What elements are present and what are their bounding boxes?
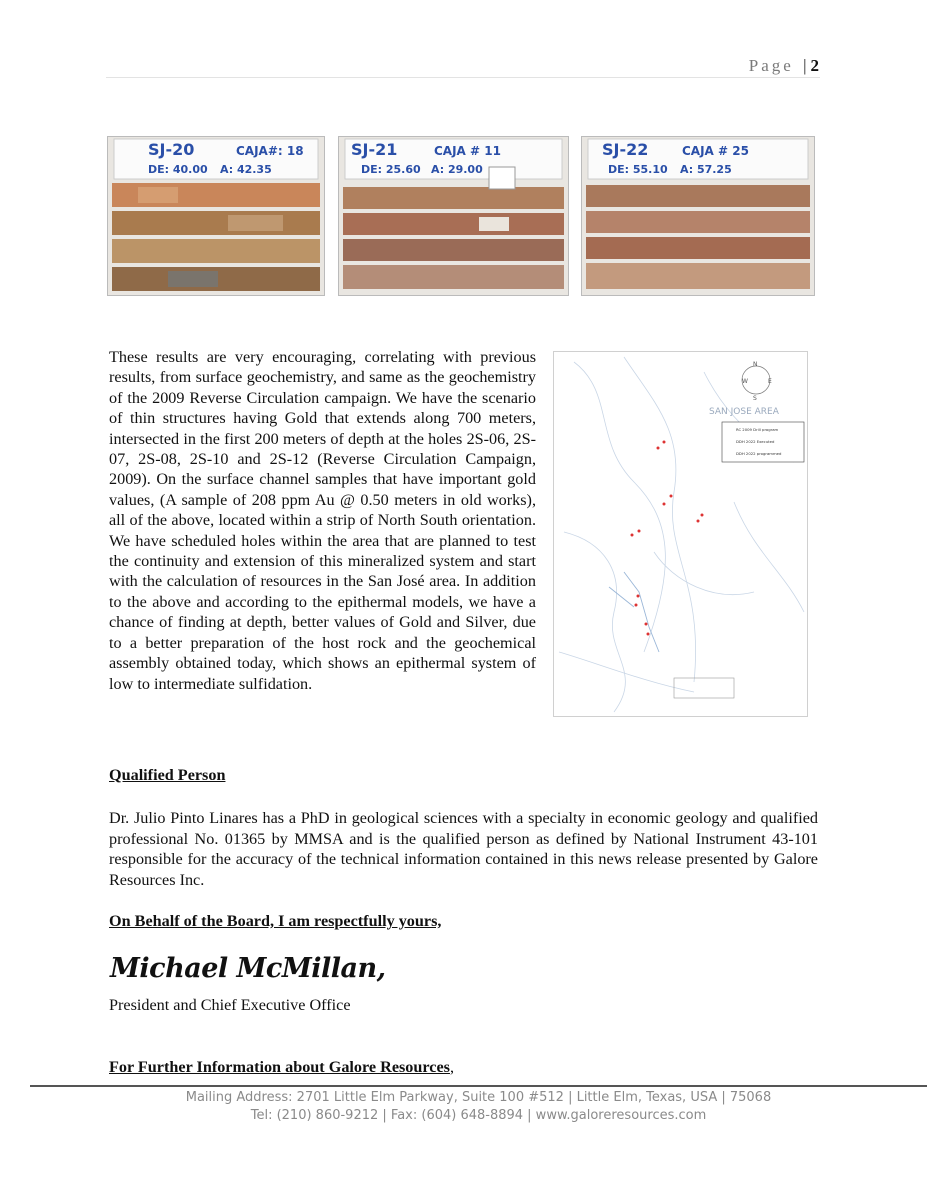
qualified-person-text: Dr. Julio Pinto Linares has a PhD in geological sciences with a specialty in economic geology and qualified professional No. 01365 by MMSA and is the qualified person as defined by National Instrument 43-101 responsible for the accuracy of the technical information contained in this news release presented by Galore Resources Inc. — [109, 809, 818, 889]
photo-a-label: A: 57.25 — [680, 163, 732, 176]
footer-rule — [30, 1085, 927, 1087]
further-info-label: For Further Information about Galore Resources — [109, 1058, 450, 1076]
photo-de-label: DE: 25.60 — [361, 163, 421, 176]
closing-heading: On Behalf of the Board, I am respectfully yours, — [109, 912, 442, 930]
compass-s: S — [753, 395, 757, 402]
page-separator: | — [803, 56, 807, 75]
body-paragraph: These results are very encouraging, correlating with previous results, from surface geochemistry, and same as the geochemistry of the 2009 Reverse Circulation campaign. We have the scenario of thin structures having Gold that extends along 700 meters, intersected in the first 200 meters of depth at the holes 2S-06, 2S-07, 2S-08, 2S-10 and 2S-12 (Reverse Circulation Campaign, 2009). On the surface channel samples that have important gold values, (A sample of 208 ppm Au @ 0.50 meters in old works), all of the above, located within a strip of North South orientation. We have scheduled holes within the area that are planned to test the continuity and extension of this mineralized system and start with the calculation of resources in the San José area. In addition to the above and according to the epithermal models, we have a chance of finding at depth, better values of Gold and Silver, due to a better preparation of the host rock and the geochemical assembly obtained today, which shows an epithermal system of low to intermediate sulfidation. — [109, 348, 536, 693]
photo-hole-label: SJ-20 — [148, 140, 195, 159]
photo-box-label: CAJA # 25 — [682, 144, 749, 158]
core-box-photo-sj20 — [107, 136, 325, 296]
signature: Michael McMillan, — [110, 953, 386, 984]
photo-hole-label: SJ-21 — [351, 140, 398, 159]
further-info-comma: , — [449, 1058, 455, 1076]
header-rule — [106, 77, 820, 78]
core-box-photo-sj21 — [338, 136, 569, 296]
compass-w: W — [742, 378, 748, 385]
photo-hole-label: SJ-22 — [602, 140, 649, 159]
footer-contact: Tel: (210) 860-9212 | Fax: (604) 648-8894 | www.galoreresources.com — [250, 1108, 707, 1123]
footer-address: Mailing Address: 2701 Little Elm Parkway, Suite 100 #512 | Little Elm, Texas, USA | 75068 — [185, 1090, 772, 1105]
qualified-person-heading: Qualified Person — [109, 766, 226, 784]
photo-a-label: A: 42.35 — [220, 163, 272, 176]
further-info-heading — [109, 1058, 454, 1077]
compass-n: N — [753, 361, 758, 368]
legend-ddh-executed: DDH 2022 Executed — [736, 439, 775, 444]
photo-box-label: CAJA#: 18 — [236, 144, 304, 158]
core-box-photo-sj22 — [581, 136, 815, 296]
compass-e: E — [768, 378, 772, 385]
signatory-title: President and Chief Executive Office — [109, 996, 351, 1014]
page-number: 2 — [810, 56, 819, 75]
photo-de-label: DE: 55.10 — [608, 163, 668, 176]
san-jose-area-map — [553, 351, 808, 717]
map-area-label: SAN JOSE AREA — [709, 407, 779, 417]
photo-de-label: DE: 40.00 — [148, 163, 208, 176]
page-header — [749, 56, 819, 76]
photo-box-label: CAJA # 11 — [434, 144, 501, 158]
page-word: Page — [748, 56, 794, 75]
photo-a-label: A: 29.00 — [431, 163, 483, 176]
legend-ddh-programmed: DDH 2022 programmed — [736, 451, 782, 456]
legend-rc-2009: RC 2009 Drill program — [736, 427, 779, 432]
